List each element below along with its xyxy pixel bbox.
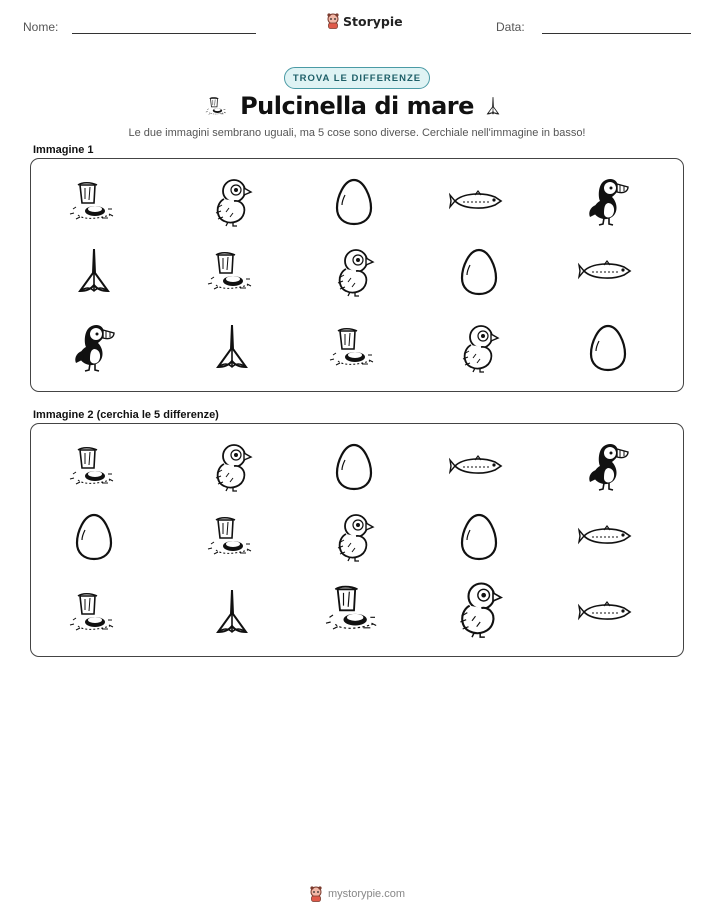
footprint-icon: [202, 319, 262, 375]
egg-icon: [578, 319, 638, 375]
puffin-icon[interactable]: [578, 438, 638, 494]
egg-icon: [324, 173, 384, 229]
burrow-icon: [202, 243, 262, 299]
image-2-panel[interactable]: [30, 423, 684, 657]
name-line[interactable]: [72, 33, 256, 34]
burrow-icon[interactable]: [64, 584, 124, 640]
burrow-icon: [64, 173, 124, 229]
egg-icon[interactable]: [449, 508, 509, 564]
footer-url: mystorypie.com: [327, 888, 406, 900]
egg-icon[interactable]: [324, 438, 384, 494]
page-title: Pulcinella di mare: [240, 92, 474, 120]
footprint-icon: [64, 243, 124, 299]
date-label: Data:: [496, 20, 525, 34]
image-1-panel: [30, 158, 684, 392]
brand-mascot-icon: [326, 13, 340, 29]
footprint-icon[interactable]: [202, 584, 262, 640]
puffin-chick-icon[interactable]: [324, 508, 384, 564]
burrow-icon[interactable]: [64, 438, 124, 494]
puffin-icon: [64, 319, 124, 375]
fish-icon[interactable]: [578, 584, 638, 640]
puffin-icon: [578, 173, 638, 229]
brand-logo: [326, 13, 403, 29]
panel2-label: Immagine 2 (cerchia le 5 differenze): [33, 409, 219, 421]
date-line[interactable]: [542, 33, 691, 34]
fish-icon[interactable]: [449, 438, 509, 494]
name-label: Nome:: [23, 20, 59, 34]
puffin-chick-icon: [324, 243, 384, 299]
puffin-chick-icon: [449, 319, 509, 375]
worksheet-type-badge: TROVA LE DIFFERENZE: [284, 67, 430, 89]
brand-mascot-icon: [309, 886, 323, 902]
burrow-icon[interactable]: [319, 571, 389, 645]
burrow-icon[interactable]: [202, 508, 262, 564]
fish-icon: [449, 173, 509, 229]
brand-name: Storypie: [343, 13, 403, 29]
fish-icon[interactable]: [578, 508, 638, 564]
burrow-icon: [324, 319, 384, 375]
fish-icon: [578, 243, 638, 299]
panel1-label: Immagine 1: [33, 144, 94, 156]
footer: [0, 886, 714, 902]
puffin-chick-icon: [202, 173, 262, 229]
footprint-icon: [481, 93, 505, 119]
egg-icon: [449, 243, 509, 299]
instructions: Le due immagini sembrano uguali, ma 5 cose sono diverse. Cerchiale nell'immagine in basso!: [128, 127, 586, 139]
egg-icon[interactable]: [64, 508, 124, 564]
puffin-chick-icon[interactable]: [202, 438, 262, 494]
puffin-chick-icon[interactable]: [444, 571, 514, 645]
